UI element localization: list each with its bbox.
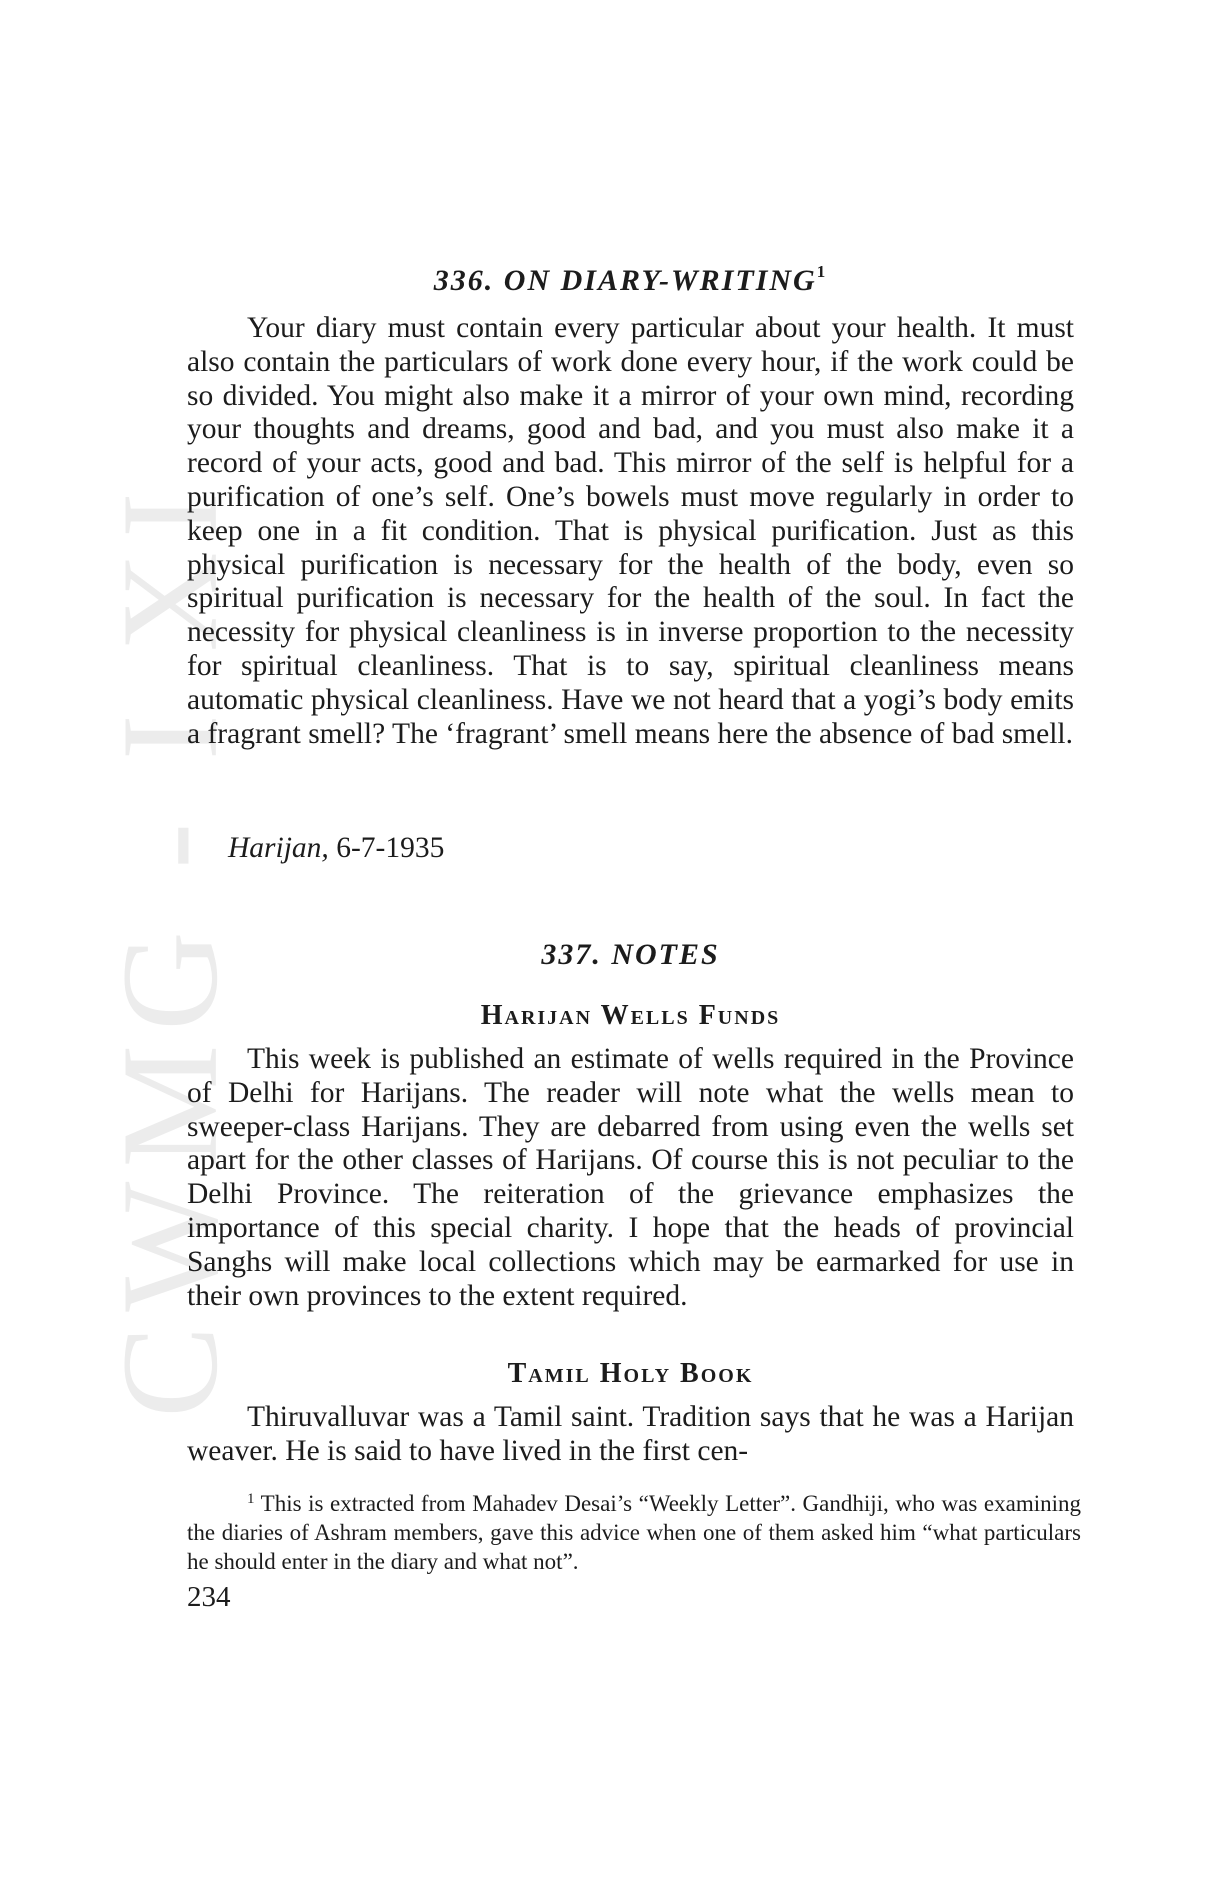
page-number: 234 <box>187 1581 231 1613</box>
footnote-text: This is extracted from Mahadev Desai’s “Weekly Letter”. Gandhiji, who was examining the diaries of Ashram members, gave this advice when one of them asked him “what particulars he should enter in the diary and what not”. <box>187 1491 1081 1574</box>
heading-text: 336. ON DIARY-WRITING <box>433 264 817 297</box>
footnote <box>187 1485 1081 1576</box>
footnote-marker: 1 <box>247 1491 255 1507</box>
section-heading-336 <box>187 262 1074 298</box>
source-publication: Harijan, <box>228 832 329 864</box>
tamil-section-body <box>187 1401 1074 1469</box>
diary-paragraph: Your diary must contain every particular about your health. It must also contain the particulars of work done every hour, if the work could be so divided. You might also make it a mirror of your own mind, recording your thoughts and dreams, good and bad, and you must also make it a record of your acts, good and bad. This mirror of the self is helpful for a purification of one’s self. One’s bowels must move regularly in order to keep one in a fit condition. That is physical purification. Just as this physical purification is necessary for the health of the body, even so spiritual purification is necessary for the health of the soul. In fact the necessity for physical cleanliness is in inverse proportion to the necessity for spiritual cleanliness. That is to say, spiritual cleanliness means automatic physical cleanliness. Have we not heard that a yogi’s body emits a fragrant smell? The ‘fragrant’ smell means here the absence of bad smell. <box>187 312 1074 750</box>
wells-section-body <box>187 1043 1074 1313</box>
footnote-ref: 1 <box>816 262 828 281</box>
source-citation <box>228 832 444 865</box>
source-date: 6-7-1935 <box>336 832 445 864</box>
watermark-text: CWMG - I XI <box>92 477 246 1418</box>
tamil-paragraph: Thiruvalluvar was a Tamil saint. Tradition says that he was a Harijan weaver. He is said to have lived in the first cen- <box>187 1401 1074 1467</box>
subheading-wells-funds: Harijan Wells Funds <box>480 1000 781 1031</box>
section-336-body <box>187 312 1074 751</box>
wells-paragraph: This week is published an estimate of wells required in the Province of Delhi for Harijans. The reader will note what the wells mean to sweeper-class Harijans. They are debarred from using even the wells set apart for the other classes of Harijans. Of course this is not peculiar to the Delhi Province. The reiteration of the grievance emphasizes the importance of this special charity. I hope that the heads of provincial Sanghs will make local collections which may be earmarked for use in their own provinces to the extent required. <box>187 1043 1074 1312</box>
section-heading-337: 337. NOTES <box>541 938 720 971</box>
subheading-tamil-holy-book: Tamil Holy Book <box>507 1358 754 1389</box>
